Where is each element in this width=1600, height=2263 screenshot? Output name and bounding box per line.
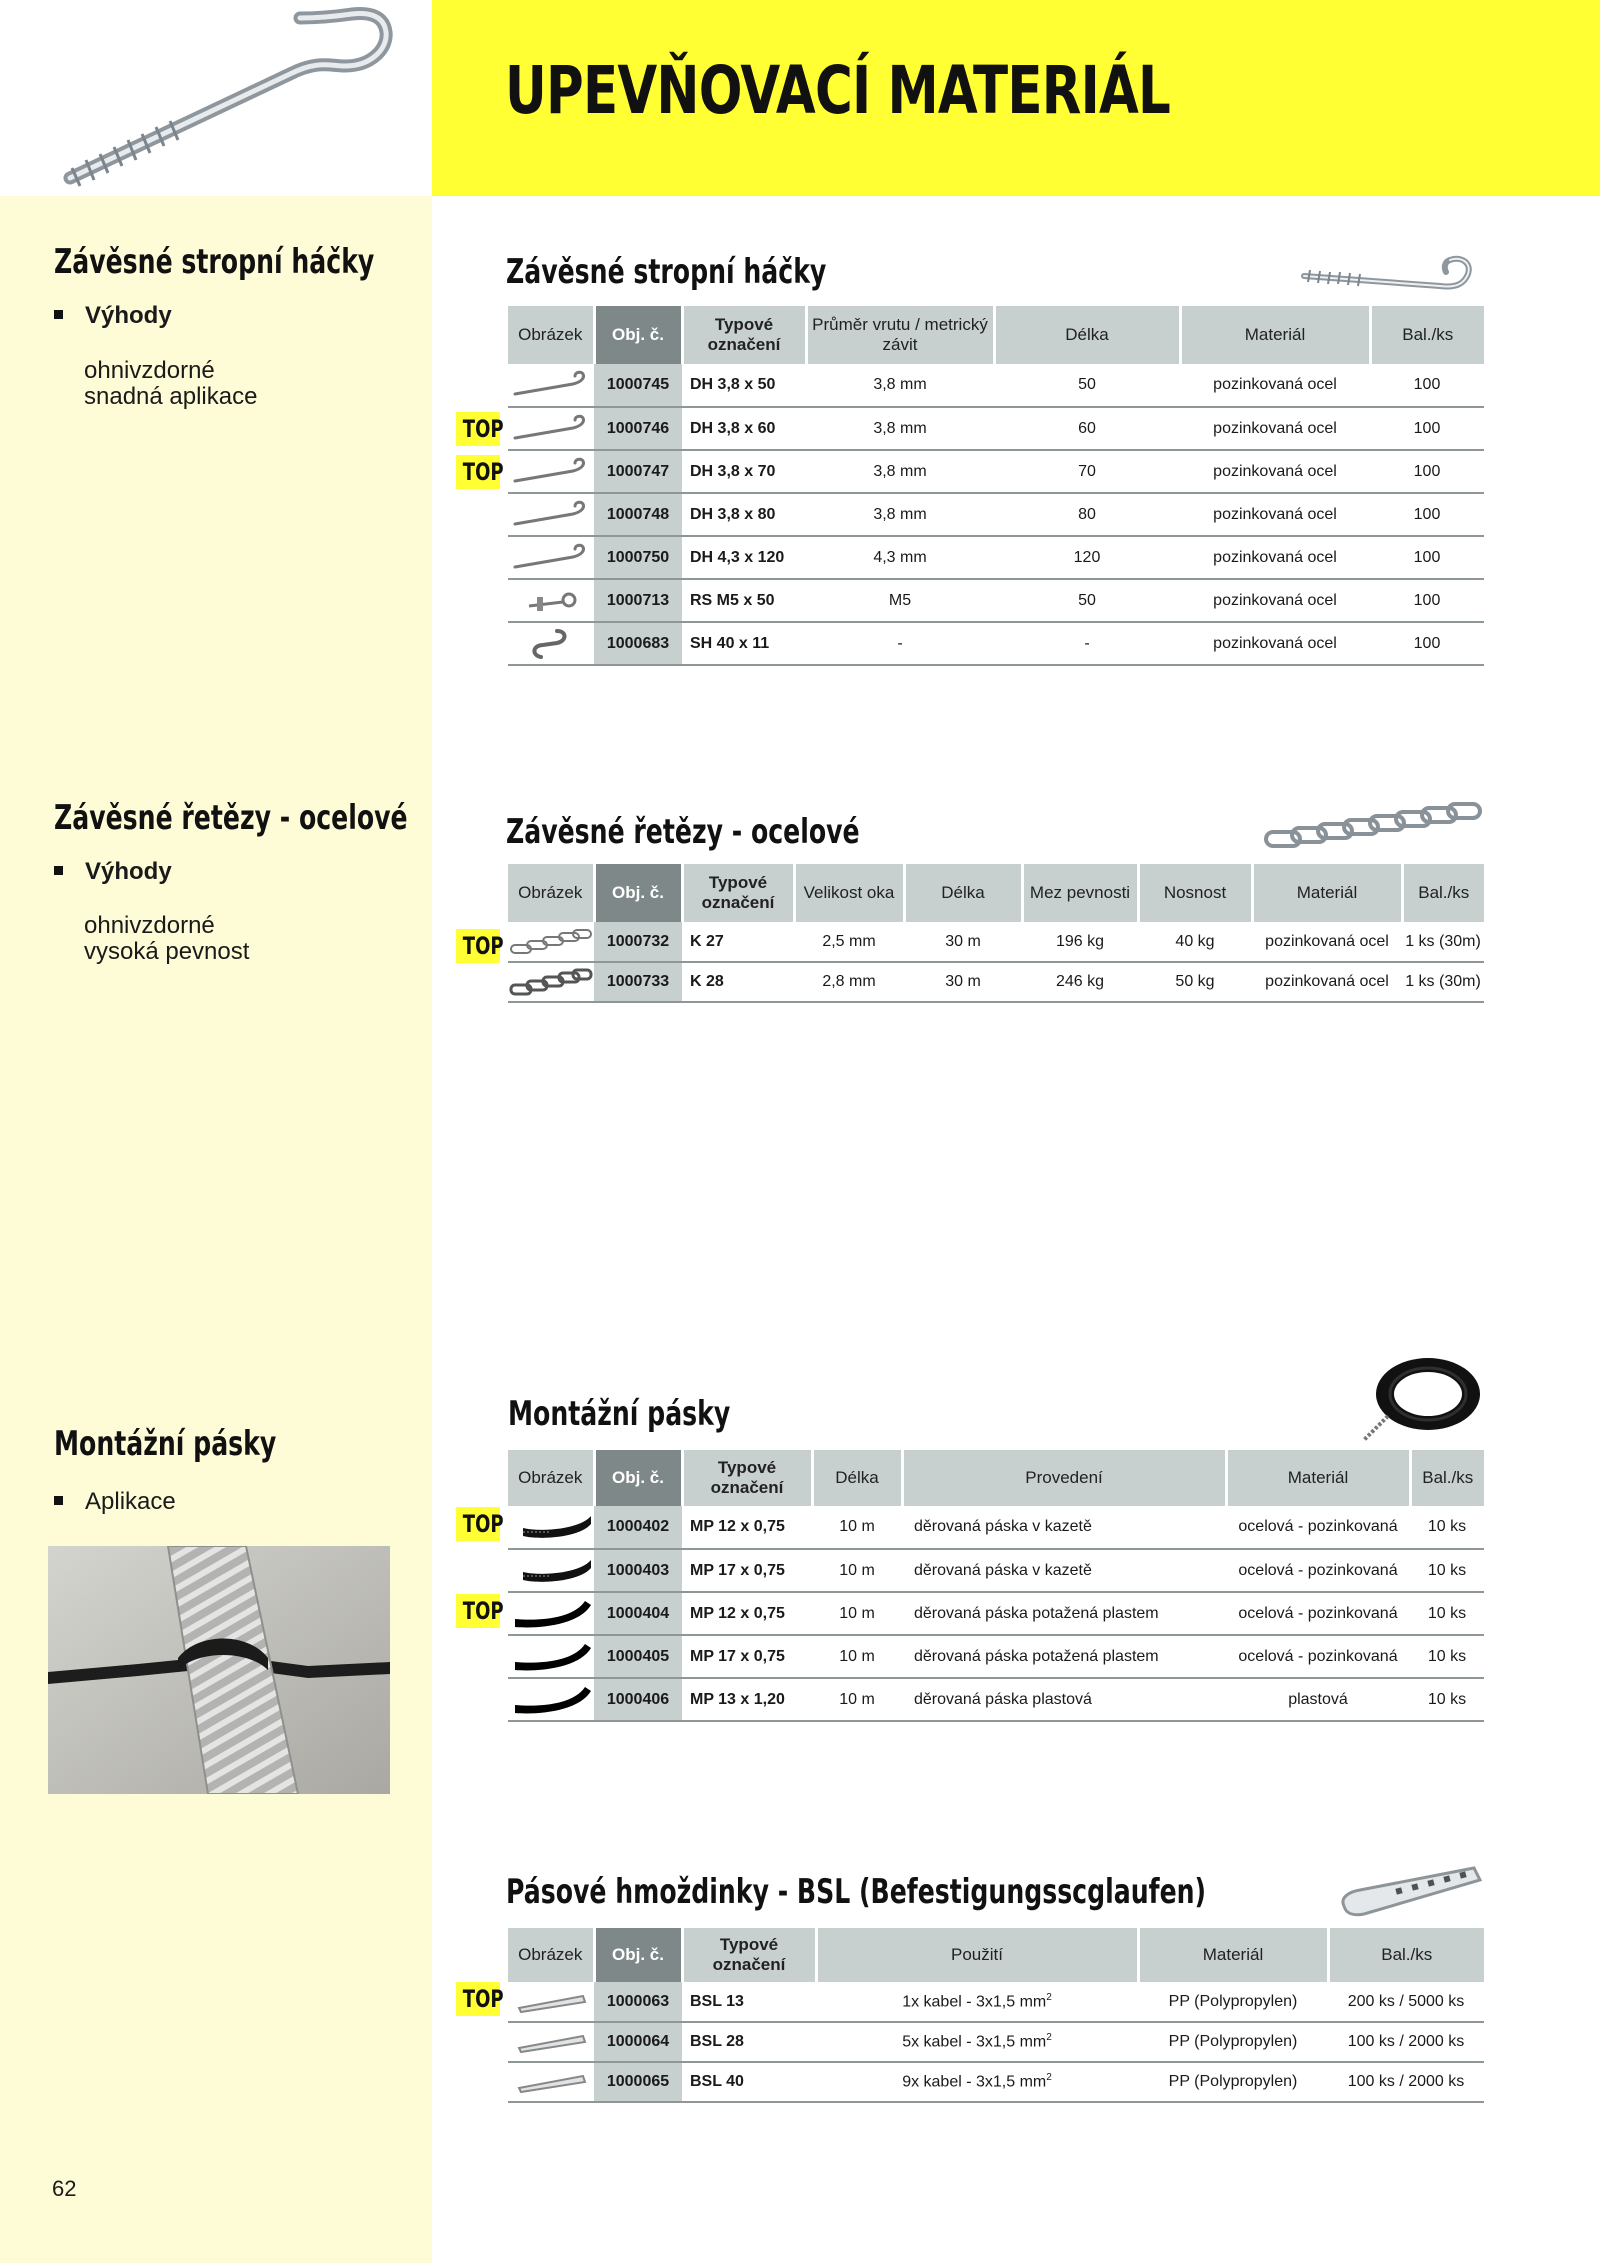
top-badge: TOP xyxy=(456,929,500,963)
pack-size: 100 xyxy=(1370,364,1484,407)
type-code: DH 4,3 x 120 xyxy=(682,536,806,579)
obj-number: 1000404 xyxy=(594,1592,682,1635)
material: PP (Polypropylen) xyxy=(1138,2022,1328,2062)
obj-number: 1000683 xyxy=(594,622,682,665)
material: pozinkovaná ocel xyxy=(1180,407,1370,450)
table-row xyxy=(508,1549,1484,1592)
material: PP (Polypropylen) xyxy=(1138,1982,1328,2022)
column-header: Materiál xyxy=(1138,1928,1328,1982)
table-row xyxy=(508,450,1484,493)
length: 10 m xyxy=(812,1549,902,1592)
top-badge: TOP xyxy=(456,412,500,446)
pack-size: 10 ks xyxy=(1410,1506,1484,1549)
hook-product-icon xyxy=(1300,250,1484,302)
section-title-hooks: Závěsné stropní háčky xyxy=(506,252,827,292)
obj-number: 1000065 xyxy=(594,2062,682,2102)
type-code: BSL 40 xyxy=(682,2062,816,2102)
column-header: Bal./ks xyxy=(1402,864,1484,922)
sidebar-bullet-hooks: Výhody xyxy=(54,302,172,330)
table-row xyxy=(508,922,1484,962)
column-header: Mez pevnosti xyxy=(1022,864,1138,922)
column-header: Typové označení xyxy=(682,1928,816,1982)
top-badge: TOP xyxy=(456,1594,500,1628)
table-row xyxy=(508,2062,1484,2102)
type-code: DH 3,8 x 60 xyxy=(682,407,806,450)
breaking-strength: 196 kg xyxy=(1022,922,1138,962)
column-header: Obrázek xyxy=(508,1450,594,1506)
material: pozinkovaná ocel xyxy=(1252,962,1402,1002)
type-code: MP 13 x 1,20 xyxy=(682,1678,812,1721)
material: ocelová - pozinkovaná xyxy=(1226,1592,1410,1635)
breaking-strength: 246 kg xyxy=(1022,962,1138,1002)
hook-icon xyxy=(508,493,594,536)
dowel-product-icon xyxy=(1336,1862,1484,1920)
material: pozinkovaná ocel xyxy=(1180,450,1370,493)
type-code: SH 40 x 11 xyxy=(682,622,806,665)
diameter: M5 xyxy=(806,579,994,622)
strap-roll-icon xyxy=(1358,1352,1484,1446)
sidebar-line: vysoká pevnost xyxy=(84,938,250,965)
type-code: DH 3,8 x 70 xyxy=(682,450,806,493)
type-code: MP 12 x 0,75 xyxy=(682,1506,812,1549)
material: ocelová - pozinkovaná xyxy=(1226,1549,1410,1592)
pack-size: 10 ks xyxy=(1410,1635,1484,1678)
strap-icon xyxy=(508,1506,594,1549)
table-row xyxy=(508,536,1484,579)
obj-number: 1000750 xyxy=(594,536,682,579)
obj-number: 1000064 xyxy=(594,2022,682,2062)
length: 50 xyxy=(994,579,1180,622)
column-header: Délka xyxy=(994,306,1180,364)
hooks-table xyxy=(508,306,1484,666)
column-header: Bal./ks xyxy=(1328,1928,1484,1982)
obj-number: 1000403 xyxy=(594,1549,682,1592)
hook-icon xyxy=(508,536,594,579)
column-header: Typové označení xyxy=(682,306,806,364)
top-badge: TOP xyxy=(456,455,500,489)
page-number: 62 xyxy=(52,2176,77,2201)
column-header: Materiál xyxy=(1180,306,1370,364)
length: 10 m xyxy=(812,1506,902,1549)
link-size: 2,5 mm xyxy=(794,922,904,962)
obj-number: 1000733 xyxy=(594,962,682,1002)
strap-application-photo xyxy=(48,1546,390,1794)
column-header: Obj. č. xyxy=(594,864,682,922)
table-row xyxy=(508,579,1484,622)
hook-icon xyxy=(508,407,594,450)
diameter: 4,3 mm xyxy=(806,536,994,579)
material: ocelová - pozinkovaná xyxy=(1226,1506,1410,1549)
hook-icon xyxy=(508,364,594,407)
type-code: K 28 xyxy=(682,962,794,1002)
obj-number: 1000745 xyxy=(594,364,682,407)
length: 80 xyxy=(994,493,1180,536)
table-header-row xyxy=(508,1928,1484,1982)
page-title: UPEVŇOVACÍ MATERIÁL xyxy=(505,52,1171,129)
column-header: Bal./ks xyxy=(1370,306,1484,364)
table-row xyxy=(508,1506,1484,1549)
pack-size: 100 xyxy=(1370,579,1484,622)
usage: 1x kabel - 3x1,5 $mm^2$ xyxy=(816,1982,1138,2022)
material: pozinkovaná ocel xyxy=(1180,579,1370,622)
obj-number: 1000732 xyxy=(594,922,682,962)
sidebar-line: ohnivzdorné xyxy=(84,357,215,384)
usage: 5x kabel - 3x1,5 $mm^2$ xyxy=(816,2022,1138,2062)
ceiling-hook-icon xyxy=(0,0,432,196)
table-row xyxy=(508,1592,1484,1635)
length: 120 xyxy=(994,536,1180,579)
design: děrovaná páska v kazetě xyxy=(902,1506,1226,1549)
column-header: Typové označení xyxy=(682,1450,812,1506)
chain-icon xyxy=(508,922,594,962)
sidebar-bullet-straps: Aplikace xyxy=(54,1488,176,1516)
material: pozinkovaná ocel xyxy=(1180,364,1370,407)
length: 30 m xyxy=(904,922,1022,962)
column-header: Bal./ks xyxy=(1410,1450,1484,1506)
obj-number: 1000747 xyxy=(594,450,682,493)
diameter: 3,8 mm xyxy=(806,450,994,493)
pack-size: 100 xyxy=(1370,407,1484,450)
type-code: DH 3,8 x 50 xyxy=(682,364,806,407)
material: PP (Polypropylen) xyxy=(1138,2062,1328,2102)
obj-number: 1000405 xyxy=(594,1635,682,1678)
type-code: K 27 xyxy=(682,922,794,962)
sidebar-title-hooks: Závěsné stropní háčky xyxy=(54,242,375,282)
cable-dowel-icon xyxy=(508,2022,594,2062)
column-header: Obrázek xyxy=(508,1928,594,1982)
s-hook-icon xyxy=(508,622,594,665)
table-row xyxy=(508,622,1484,665)
pack-size: 10 ks xyxy=(1410,1549,1484,1592)
material: plastová xyxy=(1226,1678,1410,1721)
table-row xyxy=(508,1635,1484,1678)
chain-product-icon xyxy=(1262,800,1484,858)
column-header: Obj. č. xyxy=(594,1450,682,1506)
design: děrovaná páska potažená plastem xyxy=(902,1635,1226,1678)
length: 50 xyxy=(994,364,1180,407)
diameter: 3,8 mm xyxy=(806,364,994,407)
section-title-straps: Montážní pásky xyxy=(508,1394,731,1434)
hook-icon xyxy=(508,450,594,493)
ring-screw-icon xyxy=(508,579,594,622)
pack-size: 10 ks xyxy=(1410,1678,1484,1721)
sidebar-title-straps: Montážní pásky xyxy=(54,1424,277,1464)
obj-number: 1000713 xyxy=(594,579,682,622)
load-capacity: 50 kg xyxy=(1138,962,1252,1002)
column-header: Obj. č. xyxy=(594,1928,682,1982)
chain-icon xyxy=(508,962,594,1002)
length: 10 m xyxy=(812,1592,902,1635)
pack-size: 100 xyxy=(1370,450,1484,493)
load-capacity: 40 kg xyxy=(1138,922,1252,962)
table-row xyxy=(508,1678,1484,1721)
pack-size: 1 ks (30m) xyxy=(1402,922,1484,962)
section-title-dowels: Pásové hmoždinky - BSL (Befestigungsscglaufen) xyxy=(506,1872,1207,1912)
column-header: Délka xyxy=(904,864,1022,922)
table-header-row xyxy=(508,864,1484,922)
dowels-table xyxy=(508,1928,1484,2103)
column-header: Velikost oka xyxy=(794,864,904,922)
pack-size: 100 xyxy=(1370,493,1484,536)
table-header-row xyxy=(508,1450,1484,1506)
column-header: Obrázek xyxy=(508,306,594,364)
length: 70 xyxy=(994,450,1180,493)
strap-icon xyxy=(508,1635,594,1678)
length: 60 xyxy=(994,407,1180,450)
type-code: MP 17 x 0,75 xyxy=(682,1549,812,1592)
column-header: Použití xyxy=(816,1928,1138,1982)
obj-number: 1000402 xyxy=(594,1506,682,1549)
strap-icon xyxy=(508,1549,594,1592)
sidebar-title-chains: Závěsné řetězy - ocelové xyxy=(54,798,408,838)
design: děrovaná páska potažená plastem xyxy=(902,1592,1226,1635)
table-row xyxy=(508,1982,1484,2022)
pack-size: 1 ks (30m) xyxy=(1402,962,1484,1002)
diameter: 3,8 mm xyxy=(806,493,994,536)
table-row xyxy=(508,407,1484,450)
sidebar-bullet-chains: Výhody xyxy=(54,858,172,886)
type-code: DH 3,8 x 80 xyxy=(682,493,806,536)
pack-size: 100 xyxy=(1370,536,1484,579)
table-row xyxy=(508,2022,1484,2062)
strap-icon xyxy=(508,1678,594,1721)
material: pozinkovaná ocel xyxy=(1180,536,1370,579)
diameter: 3,8 mm xyxy=(806,407,994,450)
material: pozinkovaná ocel xyxy=(1180,493,1370,536)
material: pozinkovaná ocel xyxy=(1180,622,1370,665)
obj-number: 1000748 xyxy=(594,493,682,536)
left-column xyxy=(0,196,432,2263)
type-code: MP 12 x 0,75 xyxy=(682,1592,812,1635)
obj-number: 1000063 xyxy=(594,1982,682,2022)
chains-table xyxy=(508,864,1484,1003)
column-header: Délka xyxy=(812,1450,902,1506)
link-size: 2,8 mm xyxy=(794,962,904,1002)
column-header: Obrázek xyxy=(508,864,594,922)
table-row xyxy=(508,493,1484,536)
type-code: MP 17 x 0,75 xyxy=(682,1635,812,1678)
type-code: BSL 13 xyxy=(682,1982,816,2022)
length: - xyxy=(994,622,1180,665)
hero-hook-image xyxy=(0,0,432,196)
design: děrovaná páska plastová xyxy=(902,1678,1226,1721)
type-code: BSL 28 xyxy=(682,2022,816,2062)
obj-number: 1000406 xyxy=(594,1678,682,1721)
length: 10 m xyxy=(812,1678,902,1721)
table-header-row xyxy=(508,306,1484,364)
cable-dowel-icon xyxy=(508,2062,594,2102)
column-header: Obj. č. xyxy=(594,306,682,364)
type-code: RS M5 x 50 xyxy=(682,579,806,622)
pack-size: 100 ks / 2000 ks xyxy=(1328,2022,1484,2062)
top-badge: TOP xyxy=(456,1507,500,1541)
sidebar-line: ohnivzdorné xyxy=(84,912,215,939)
diameter: - xyxy=(806,622,994,665)
material: ocelová - pozinkovaná xyxy=(1226,1635,1410,1678)
pack-size: 100 ks / 2000 ks xyxy=(1328,2062,1484,2102)
material: pozinkovaná ocel xyxy=(1252,922,1402,962)
design: děrovaná páska v kazetě xyxy=(902,1549,1226,1592)
column-header: Materiál xyxy=(1252,864,1402,922)
obj-number: 1000746 xyxy=(594,407,682,450)
strap-icon xyxy=(508,1592,594,1635)
cable-dowel-icon xyxy=(508,1982,594,2022)
sidebar-line: snadná aplikace xyxy=(84,383,258,410)
table-row xyxy=(508,962,1484,1002)
top-badge: TOP xyxy=(456,1982,500,2016)
straps-table xyxy=(508,1450,1484,1722)
pack-size: 200 ks / 5000 ks xyxy=(1328,1982,1484,2022)
length: 30 m xyxy=(904,962,1022,1002)
usage: 9x kabel - 3x1,5 $mm^2$ xyxy=(816,2062,1138,2102)
section-title-chains: Závěsné řetězy - ocelové xyxy=(506,812,860,852)
column-header: Průměr vrutu / metrický závit xyxy=(806,306,994,364)
table-row xyxy=(508,364,1484,407)
column-header: Provedení xyxy=(902,1450,1226,1506)
pack-size: 10 ks xyxy=(1410,1592,1484,1635)
length: 10 m xyxy=(812,1635,902,1678)
pack-size: 100 xyxy=(1370,622,1484,665)
column-header: Typové označení xyxy=(682,864,794,922)
column-header: Materiál xyxy=(1226,1450,1410,1506)
column-header: Nosnost xyxy=(1138,864,1252,922)
